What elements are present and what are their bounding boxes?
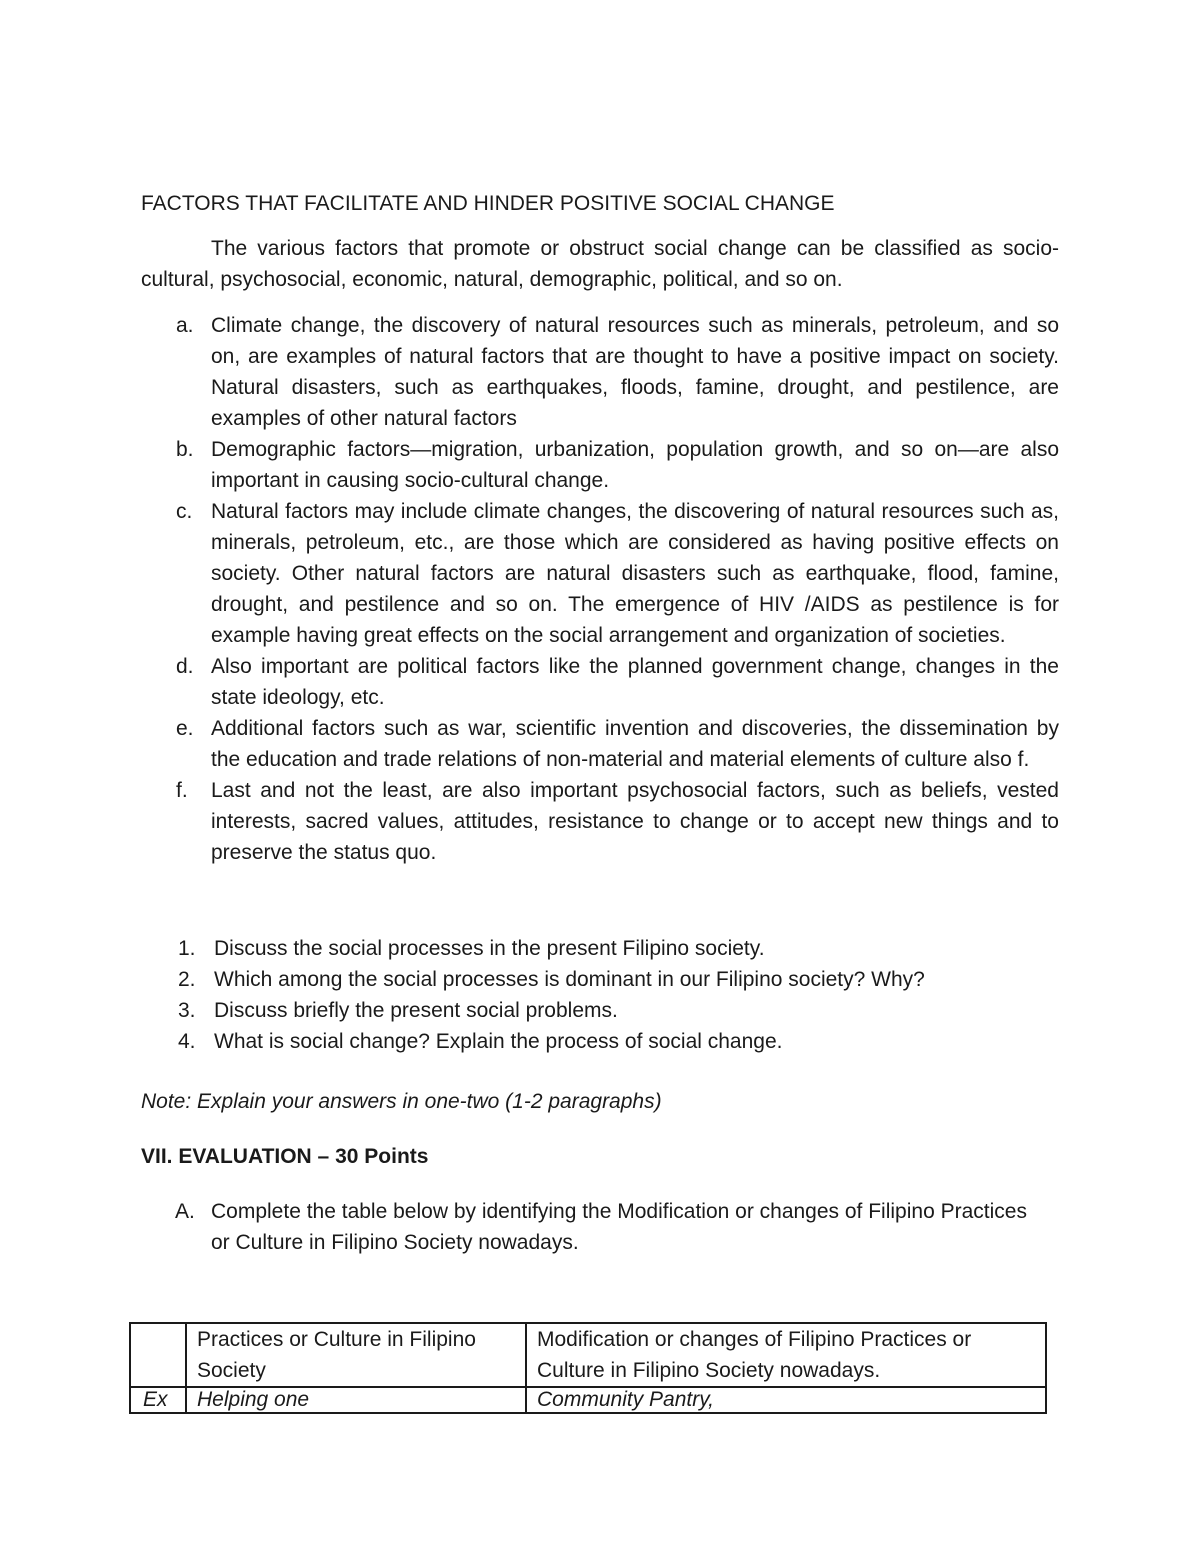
table-header-row <box>130 1323 1046 1387</box>
task-instruction <box>141 1196 1059 1258</box>
list-item-text: Also important are political factors like the planned government change, changes in the state ideology, etc. <box>211 655 1059 709</box>
list-item <box>141 651 1059 713</box>
question-item <box>141 1026 1059 1057</box>
list-item-text: Last and not the least, are also important psychosocial factors, such as beliefs, vested interests, sacred values, attitudes, resistance to change or to accept new things and to preserve the status quo. <box>211 779 1059 864</box>
table-cell: Helping one <box>186 1387 526 1413</box>
list-item <box>141 434 1059 496</box>
question-marker: 4. <box>178 1030 196 1053</box>
question-marker: 2. <box>178 968 196 991</box>
list-item-text: Demographic factors—migration, urbanization, population growth, and so on—are also important in causing socio-cultural change. <box>211 438 1059 492</box>
list-marker: d. <box>176 655 194 678</box>
document-page <box>141 188 1059 1258</box>
intro-paragraph: The various factors that promote or obstruct social change can be classified as socio-cultural, psychosocial, economic, natural, demographic, political, and so on. <box>141 237 1059 291</box>
list-marker: a. <box>176 314 194 337</box>
question-item <box>141 964 1059 995</box>
table-row <box>130 1387 1046 1413</box>
list-item-text: Natural factors may include climate changes, the discovering of natural resources such as, minerals, petroleum, etc., are those which are considered as having positive effects on society. Other natural factors are natural disasters such as earthquake, flood, famine, drought, and pestilence and so on. The emergence of HIV /AIDS as pestilence is for example having great effects on the social arrangement and organization of societies. <box>211 500 1059 647</box>
questions-list <box>141 933 1059 1057</box>
list-marker: e. <box>176 717 194 740</box>
list-item <box>141 496 1059 651</box>
question-text: Which among the social processes is dominant in our Filipino society? Why? <box>214 968 925 991</box>
task-text: Complete the table below by identifying the Modification or changes of Filipino Practices or Culture in Filipino Society nowadays. <box>211 1200 1027 1254</box>
list-marker: c. <box>176 500 193 523</box>
table-header-cell: Practices or Culture in Filipino Society <box>186 1323 526 1387</box>
table-header-cell <box>130 1323 186 1387</box>
table-cell: Community Pantry, <box>526 1387 1046 1413</box>
culture-table <box>129 1322 1047 1414</box>
question-item <box>141 933 1059 964</box>
question-item <box>141 995 1059 1026</box>
list-item <box>141 713 1059 775</box>
question-marker: 1. <box>178 937 196 960</box>
factors-list <box>141 310 1059 868</box>
question-marker: 3. <box>178 999 196 1022</box>
document-heading: FACTORS THAT FACILITATE AND HINDER POSITIVE SOCIAL CHANGE <box>141 192 835 215</box>
table-header-cell: Modification or changes of Filipino Practices or Culture in Filipino Society nowadays. <box>526 1323 1046 1387</box>
evaluation-title: VII. EVALUATION – 30 Points <box>141 1145 429 1168</box>
list-item-text: Additional factors such as war, scientific invention and discoveries, the dissemination by the education and trade relations of non-material and material elements of culture also f. <box>211 717 1059 771</box>
question-text: Discuss briefly the present social problems. <box>214 999 618 1022</box>
task-marker: A. <box>175 1200 195 1223</box>
question-text: Discuss the social processes in the present Filipino society. <box>214 937 765 960</box>
list-item <box>141 310 1059 434</box>
table-cell: Ex <box>130 1387 186 1413</box>
list-marker: b. <box>176 438 194 461</box>
list-item <box>141 775 1059 868</box>
list-marker: f. <box>176 779 188 802</box>
list-item-text: Climate change, the discovery of natural resources such as minerals, petroleum, and so on, are examples of natural factors that are thought to have a positive impact on society. Natural disasters, such as earthquakes, floods, famine, drought, and pestilence, are examples of other natural factors <box>211 314 1059 430</box>
answer-note: Note: Explain your answers in one-two (1-2 paragraphs) <box>141 1090 662 1113</box>
question-text: What is social change? Explain the process of social change. <box>214 1030 783 1053</box>
